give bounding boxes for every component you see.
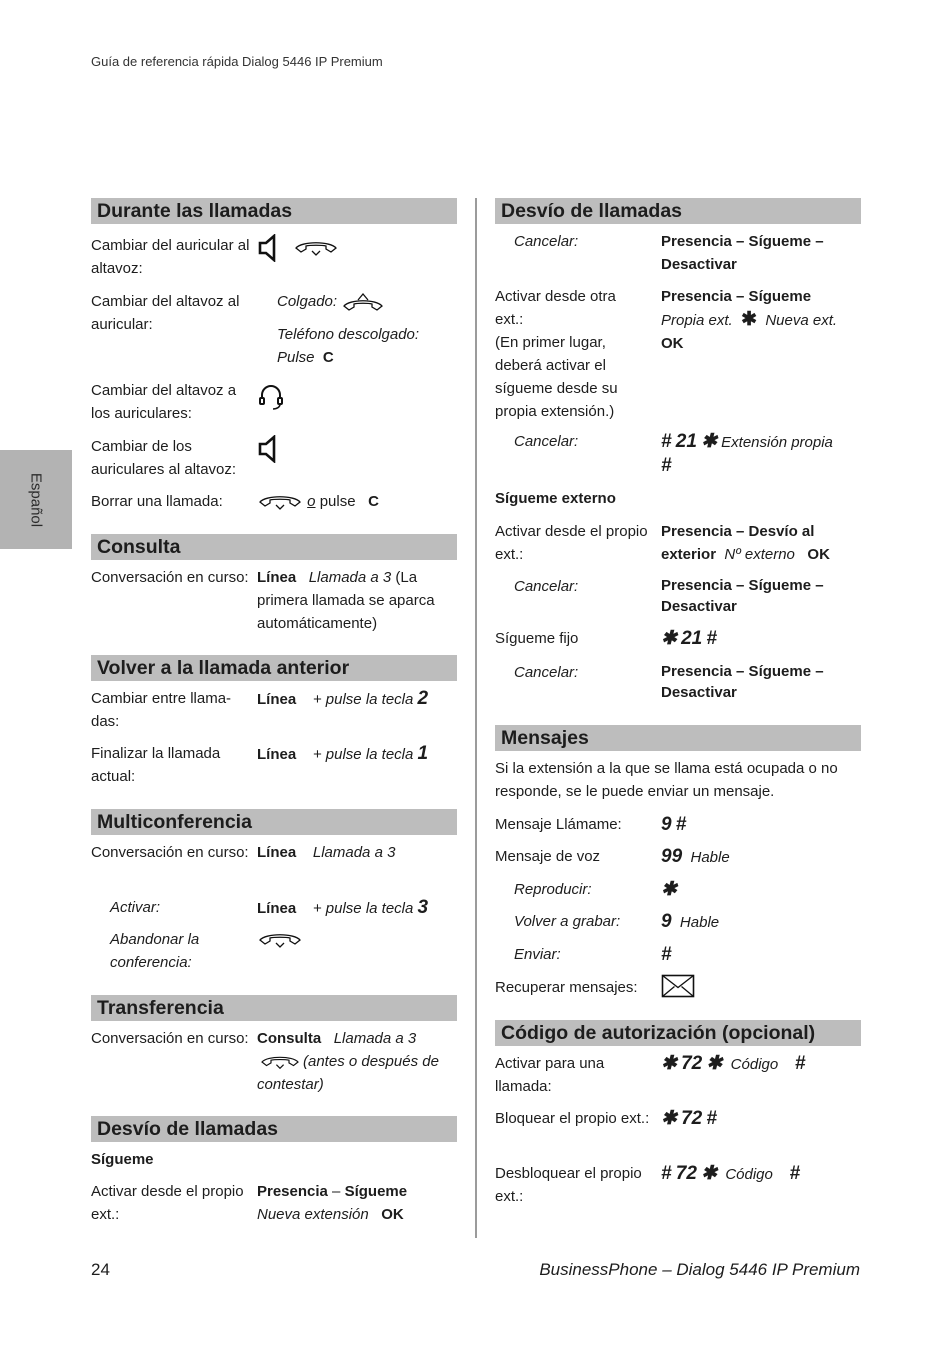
- key-9: 9: [661, 911, 672, 932]
- section-heading-consulta: Consulta: [91, 534, 457, 560]
- llamada-a-3-text: Llamada a 3: [312, 844, 396, 861]
- reproducir-label: Reproducir:: [514, 881, 592, 898]
- pulse-tecla-text: + pulse la tecla: [312, 900, 414, 917]
- sigueme-fijo-value: [661, 627, 861, 651]
- star-key-icon: ✱: [706, 1053, 723, 1074]
- desvio-externo-label: Activar desde el propio ext.:: [495, 523, 648, 563]
- handset-icon: [257, 930, 303, 950]
- durante-row-2-label: Cambiar del altavoz al auricular:: [91, 293, 240, 333]
- desvio-left-row-value: [257, 1180, 457, 1226]
- handset-icon: [257, 1053, 303, 1071]
- code-72: 72: [681, 1053, 703, 1074]
- ok-key: OK: [381, 1206, 404, 1223]
- desvio-cancel-3-value: Presencia – Sígueme – Desactivar: [661, 577, 824, 615]
- hash-key-icon: #: [706, 628, 717, 649]
- desvio-cancel-4-label: Cancelar:: [514, 664, 579, 681]
- consulta-row-value: [257, 566, 457, 635]
- sigueme-subheading: Sígueme: [91, 1151, 154, 1168]
- hash-key-icon: #: [661, 431, 672, 452]
- envelope-icon: [661, 974, 695, 998]
- presencia-sigueme-key: Presencia – Sígueme: [661, 288, 812, 305]
- transfer-row-label: Conversación en curso:: [91, 1030, 249, 1047]
- section-heading-multi: Multiconferencia: [91, 809, 457, 835]
- pulse-tecla-text: + pulse la tecla: [312, 691, 414, 708]
- linea-key: Línea: [257, 844, 297, 861]
- volver-grabar-value: [661, 910, 861, 934]
- codigo-bloquear-value: [661, 1107, 861, 1131]
- durante-row-4-label: Cambiar de los auriculares al altavoz:: [91, 438, 237, 478]
- sigueme-key: Sígueme: [344, 1183, 408, 1200]
- code-72: 72: [675, 1163, 697, 1184]
- durante-row-2-value: [277, 290, 477, 369]
- hable-text: Hable: [690, 849, 730, 866]
- section-heading-desvio-left: Desvío de llamadas: [91, 1116, 457, 1142]
- transfer-note: (antes o después de contestar): [257, 1053, 439, 1093]
- codigo-activar-label: Activar para una llamada:: [495, 1055, 605, 1095]
- volver-row-2-label: Finalizar la llamada actual:: [91, 745, 221, 785]
- star-key-icon: ✱: [701, 431, 717, 452]
- sigueme-fijo-label: Sígueme fijo: [495, 630, 579, 647]
- section-heading-mensajes: Mensajes: [495, 725, 861, 751]
- multi-row-1-value: [257, 841, 457, 864]
- enviar-label: Enviar:: [514, 946, 561, 963]
- desvio-left-row-label: Activar desde el propio ext.:: [91, 1183, 244, 1223]
- hash-key-icon: #: [661, 455, 672, 476]
- multi-row-1-label: Conversación en curso:: [91, 844, 249, 861]
- reproducir-value: [661, 878, 861, 902]
- or-text: o: [307, 493, 316, 510]
- desvio-cancel-1-value: Presencia – Sígueme – Desactivar: [661, 233, 824, 273]
- section-heading-durante: Durante las llamadas: [91, 198, 457, 224]
- enviar-value: [661, 943, 861, 967]
- desvio-cancel-1-label: Cancelar:: [514, 233, 579, 250]
- section-heading-transfer: Transferencia: [91, 995, 457, 1021]
- pulse-text: Pulse: [277, 349, 315, 367]
- transfer-row-value: [257, 1027, 457, 1096]
- codigo-text: Código: [730, 1056, 779, 1073]
- hash-key-icon: #: [675, 814, 687, 835]
- durante-row-4-value: [257, 435, 457, 463]
- codigo-desbloquear-label: Desbloquear el propio ext.:: [495, 1165, 642, 1205]
- desvio-cancel-2-value: [661, 430, 861, 478]
- numero-externo-text: Nº externo: [724, 546, 795, 563]
- star-key-icon: ✱: [661, 1053, 677, 1074]
- desvio-cancel-4-value: Presencia – Sígueme – Desactivar: [661, 663, 824, 701]
- language-tab: [0, 450, 72, 549]
- consulta-note: (La primera llamada se aparca automáticamente): [257, 569, 435, 632]
- handset-onhook-icon: [341, 291, 385, 313]
- section-heading-desvio-right: Desvío de llamadas: [495, 198, 861, 224]
- hash-key-icon: #: [661, 944, 672, 965]
- recuperar-label: Recuperar mensajes:: [495, 979, 638, 996]
- mensaje-llamame-label: Mensaje Llámame:: [495, 816, 622, 833]
- right-column: [495, 0, 861, 1346]
- hash-key-icon: #: [661, 1163, 672, 1184]
- durante-row-1-value: [257, 234, 457, 262]
- footer-title: BusinessPhone – Dialog 5446 IP Premium: [539, 1260, 860, 1279]
- mensaje-voz-label: Mensaje de voz: [495, 848, 601, 865]
- key-2: 2: [417, 688, 429, 709]
- codigo-text: Código: [725, 1166, 773, 1183]
- desvio-externo-value: [661, 520, 861, 566]
- descolgado-text: Teléfono descolgado:: [277, 326, 420, 344]
- handset-icon: [257, 492, 303, 512]
- star-key-icon: ✱: [661, 879, 677, 900]
- llamada-a-3-text: Llamada a 3: [333, 1030, 417, 1047]
- recuperar-value: [661, 976, 861, 999]
- volver-row-2-value: [257, 742, 457, 766]
- multi-row-3-value: [257, 928, 457, 951]
- c-key: C: [322, 349, 334, 367]
- ok-key: OK: [661, 335, 684, 352]
- c-key: C: [368, 493, 379, 510]
- speaker-icon: [257, 435, 283, 463]
- mensajes-intro: Si la extensión a la que se llama está ocupada o no responde, se le puede enviar un mensaje.: [495, 760, 838, 800]
- page-number: 24: [91, 1260, 110, 1279]
- linea-key: Línea: [257, 569, 297, 586]
- desvio-otra-ext-value: [661, 285, 861, 355]
- desvio-cancel-3-label: Cancelar:: [514, 578, 579, 595]
- ok-key: OK: [807, 546, 830, 563]
- mensaje-voz-value: [661, 845, 861, 869]
- key-99: 99: [661, 846, 683, 867]
- presencia-desvio-key: Presencia – Desvío al exterior: [661, 523, 815, 563]
- code-21: 21: [675, 431, 697, 452]
- linea-key: Línea: [257, 900, 297, 917]
- codigo-bloquear-label: Bloquear el propio ext.:: [495, 1110, 650, 1127]
- headset-icon: [257, 383, 285, 413]
- durante-row-5-value: [257, 490, 457, 513]
- llamada-a-3-text: Llamada a 3: [308, 569, 392, 586]
- linea-key: Línea: [257, 691, 297, 708]
- star-key-icon: ✱: [741, 309, 757, 330]
- hash-key-icon: #: [794, 1053, 806, 1074]
- colgado-text: Colgado:: [277, 293, 338, 310]
- nueva-ext-text: Nueva ext.: [765, 312, 838, 329]
- key-1: 1: [417, 743, 429, 764]
- propia-ext-text: Propia ext.: [661, 312, 733, 329]
- mensaje-llamame-value: [661, 813, 861, 837]
- key-9: 9: [661, 814, 672, 835]
- hash-key-icon: #: [789, 1163, 801, 1184]
- left-column: [91, 0, 457, 1346]
- nueva-extension-text: Nueva extensión: [257, 1206, 369, 1223]
- section-heading-volver: Volver a la llamada anterior: [91, 655, 457, 681]
- code-21: 21: [681, 628, 703, 649]
- extension-propia-text: Extensión propia: [721, 434, 833, 451]
- codigo-desbloquear-value: [661, 1162, 861, 1186]
- desvio-cancel-2-label: Cancelar:: [514, 433, 579, 450]
- speaker-icon: [257, 234, 283, 262]
- key-3: 3: [417, 897, 429, 918]
- hable-text: Hable: [679, 914, 720, 931]
- multi-row-3-label: Abandonar la conferencia:: [110, 931, 200, 971]
- section-heading-codigo: Código de autorización (opcional): [495, 1020, 861, 1046]
- pulse-text: pulse: [319, 493, 356, 510]
- dash: –: [327, 1183, 345, 1200]
- language-tab-label: Español: [27, 472, 45, 527]
- pulse-tecla-text: + pulse la tecla: [312, 746, 414, 763]
- star-key-icon: ✱: [661, 628, 677, 649]
- handset-icon: [293, 238, 339, 258]
- sigueme-externo-subheading: Sígueme externo: [495, 490, 616, 507]
- multi-row-2-value: [257, 896, 457, 920]
- consulta-row-label: Conversación en curso:: [91, 569, 249, 586]
- durante-row-3-label: Cambiar del altavoz a los auriculares:: [91, 382, 237, 422]
- durante-row-1-label: Cambiar del auricular al altavoz:: [91, 237, 250, 277]
- star-key-icon: ✱: [701, 1163, 717, 1184]
- desvio-otra-ext-label: Activar desde otra ext.: (En primer lugar, deberá activar el sígueme desde su propia extensión.): [495, 288, 618, 420]
- durante-row-3-value: [257, 379, 457, 413]
- volver-row-1-label: Cambiar entre llama-das:: [91, 690, 232, 730]
- linea-key: Línea: [257, 746, 297, 763]
- star-key-icon: ✱: [661, 1108, 677, 1129]
- running-header: Guía de referencia rápida Dialog 5446 IP Premium: [91, 54, 383, 69]
- volver-grabar-label: Volver a grabar:: [514, 913, 621, 930]
- multi-row-2-label: Activar:: [110, 899, 161, 916]
- hash-key-icon: #: [706, 1108, 717, 1129]
- code-72: 72: [681, 1108, 703, 1129]
- durante-row-5-label: Borrar una llamada:: [91, 493, 223, 510]
- presencia-key: Presencia: [257, 1183, 328, 1200]
- volver-row-1-value: [257, 687, 457, 711]
- consulta-key: Consulta: [257, 1030, 322, 1047]
- codigo-activar-value: [661, 1052, 861, 1076]
